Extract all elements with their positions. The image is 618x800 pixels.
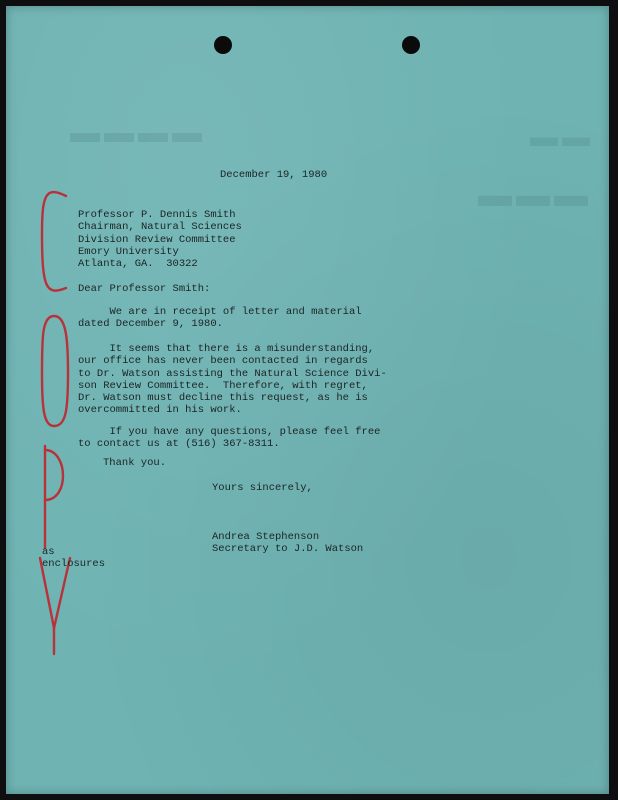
- letter-date: December 19, 1980: [220, 169, 328, 181]
- bleed-through-shadow: ▬▬▬: [474, 176, 588, 214]
- body-paragraph: If you have any questions, please feel free to contact us at (516) 367-8311.: [78, 426, 381, 451]
- address-line: Emory University: [78, 245, 179, 258]
- binder-hole-right: [402, 36, 420, 54]
- signer-name: Andrea Stephenson: [212, 531, 320, 543]
- signature-block: [212, 531, 363, 556]
- bleed-through-shadow: ▬▬: [526, 121, 590, 152]
- binder-hole-left: [214, 36, 232, 54]
- address-line: Atlanta, GA. 30322: [78, 258, 198, 271]
- address-line: Division Review Committee: [78, 233, 236, 246]
- letter-sheet: [6, 6, 609, 794]
- address-line: Chairman, Natural Sciences: [78, 221, 242, 234]
- body-paragraph: We are in receipt of letter and material dated December 9, 1980.: [78, 306, 362, 331]
- enclosure-note: as enclosures: [42, 546, 106, 571]
- body-paragraph: It seems that there is a misunderstanding, our office has never been contacted in regards to Dr. Watson assisting the Natural Science Divi- son Review Committee. Therefore, with regret, Dr. Watson must decline this request, as he is overcommitted in his work.: [78, 343, 387, 417]
- bleed-through-shadow: ▬▬▬▬: [66, 116, 202, 149]
- recipient-address: [78, 209, 242, 270]
- copy-stamp: [36, 188, 76, 658]
- salutation: Dear Professor Smith:: [78, 283, 211, 295]
- closing: Yours sincerely,: [212, 482, 313, 494]
- signer-title: Secretary to J.D. Watson: [212, 543, 364, 556]
- thanks-line: Thank you.: [103, 457, 167, 469]
- address-line: Professor P. Dennis Smith: [78, 209, 236, 221]
